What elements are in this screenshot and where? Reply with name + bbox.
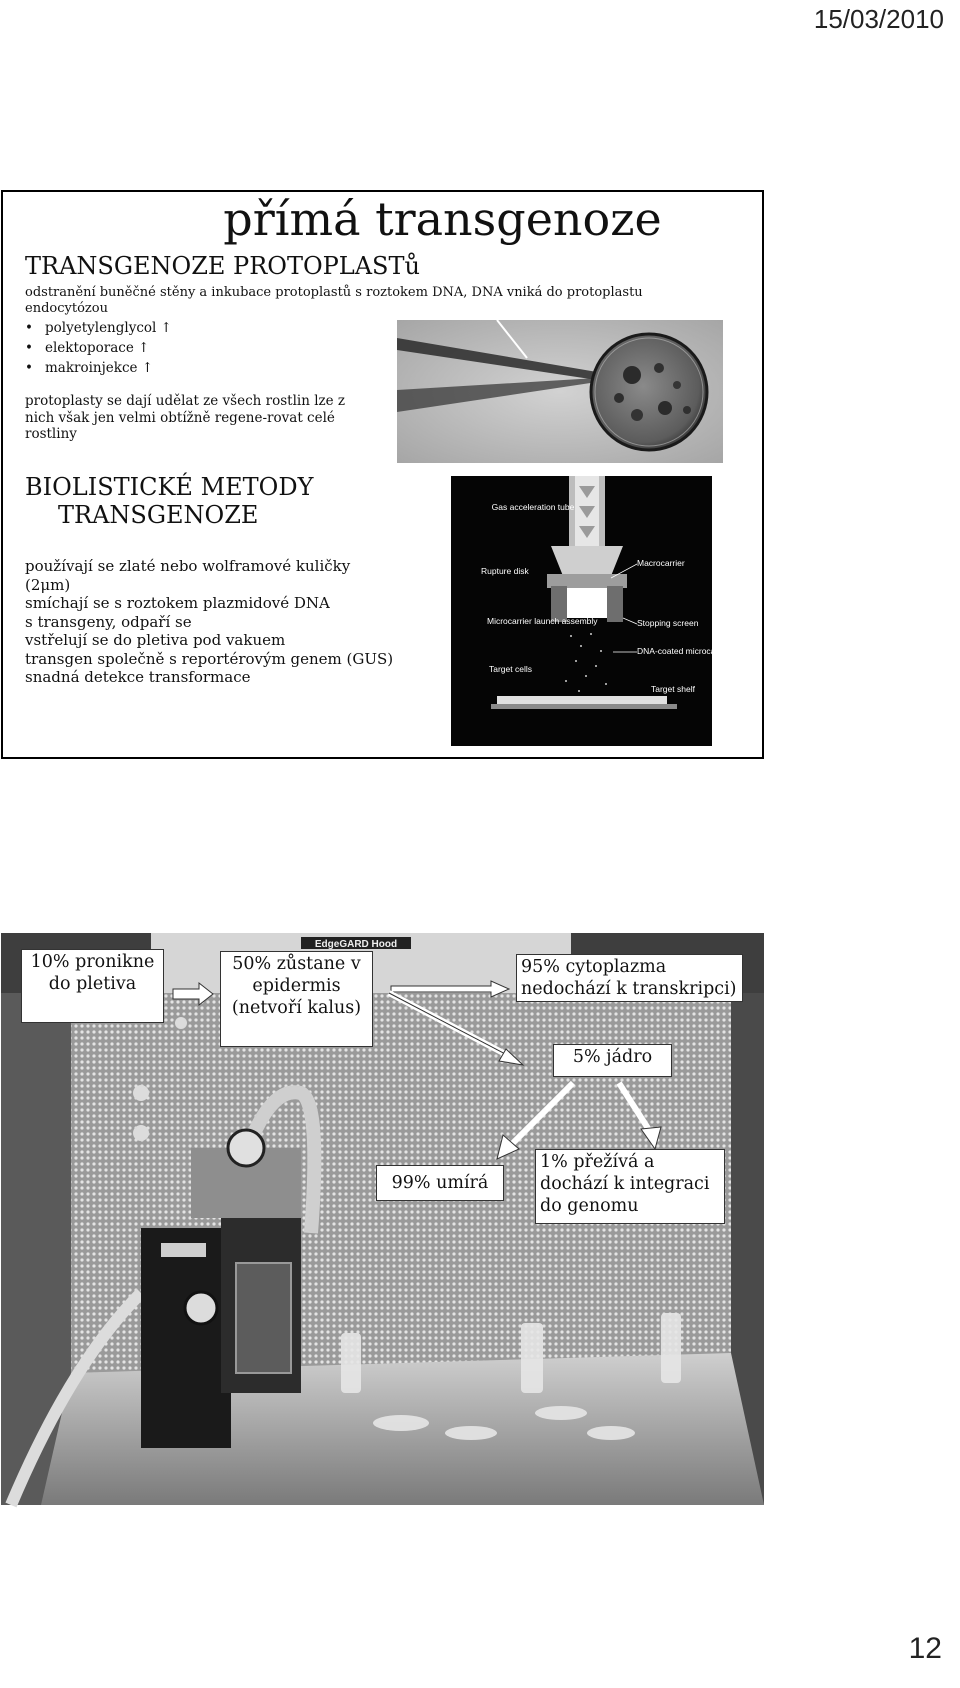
diagram-label-target-shelf: Target shelf (651, 684, 695, 694)
section-heading-biolistic (25, 473, 313, 529)
diagram-label-macrocarrier: Macrocarrier (637, 558, 685, 568)
hood-sign: EdgeGARD Hood (314, 939, 398, 950)
diagram-label-gas-tube: Gas acceleration tube (491, 502, 575, 512)
text-line: vstřelují se do pletiva pod vakuem (25, 631, 286, 649)
label-survives-integration: 1% přežívá a dochází k integraci do genomu (535, 1149, 725, 1224)
slide-1 (1, 190, 764, 759)
diagram-label-target-cells: Target cells (489, 664, 532, 674)
biolistic-heading-line-1: BIOLISTICKÉ METODY (25, 473, 314, 501)
text-line: s transgeny, odpaří se (25, 612, 192, 631)
slide-title: přímá transgenoze (223, 192, 662, 246)
gene-gun-diagram (451, 476, 735, 746)
slide-2 (1, 933, 764, 1505)
protoplast-note: protoplasty se dají udělat ze všech rostlin lze z nich však jen velmi obtížně regene-rovat celé rostliny (25, 393, 346, 442)
diagram-label-stopping-screen: Stopping screen (637, 618, 699, 628)
label-nucleus: 5% jádro (553, 1044, 672, 1077)
text-line: (2μm) (25, 575, 71, 594)
text-line: používají se zlaté nebo wolframové kuličky (25, 557, 351, 575)
protoplast-intro: odstranění buněčné stěny a inkubace protoplastů s roztokem DNA, DNA vniká do protoplastu endocytózou (25, 285, 643, 316)
page-number: 12 (908, 1632, 942, 1665)
header-date: 15/03/2010 (813, 4, 944, 34)
list-item: • polyetylenglycol ↑ (25, 318, 172, 338)
diagram-label-microcarrier-launch: Microcarrier launch assembly (487, 616, 598, 626)
label-dies: 99% umírá (376, 1165, 504, 1201)
text-line: snadná detekce transformace (25, 668, 251, 686)
diagram-label-dna-coated: DNA-coated microcarriers (637, 646, 735, 656)
list-item: • makroinjekce ↑ (25, 358, 172, 378)
label-penetrate-tissue: 10% pronikne do pletiva (21, 949, 164, 1023)
diagram-label-rupture-disk: Rupture disk (481, 566, 529, 576)
label-epidermis: 50% zůstane v epidermis (netvoří kalus) (220, 951, 373, 1047)
method-list (25, 318, 172, 378)
label-cytoplasm: 95% cytoplazma nedochází k transkripci) (516, 954, 743, 1002)
list-item: • elektoporace ↑ (25, 338, 172, 358)
text-line: transgen společně s reportérovým genem (GUS) (25, 649, 394, 668)
biolistic-text (25, 557, 425, 687)
section-heading-protoplasts: TRANSGENOZE PROTOPLASTů (25, 252, 420, 280)
biolistic-heading-line-2: TRANSGENOZE (58, 501, 259, 529)
text-line: smíchají se s roztokem plazmidové DNA (25, 594, 330, 612)
microinjection-photo (397, 320, 723, 463)
